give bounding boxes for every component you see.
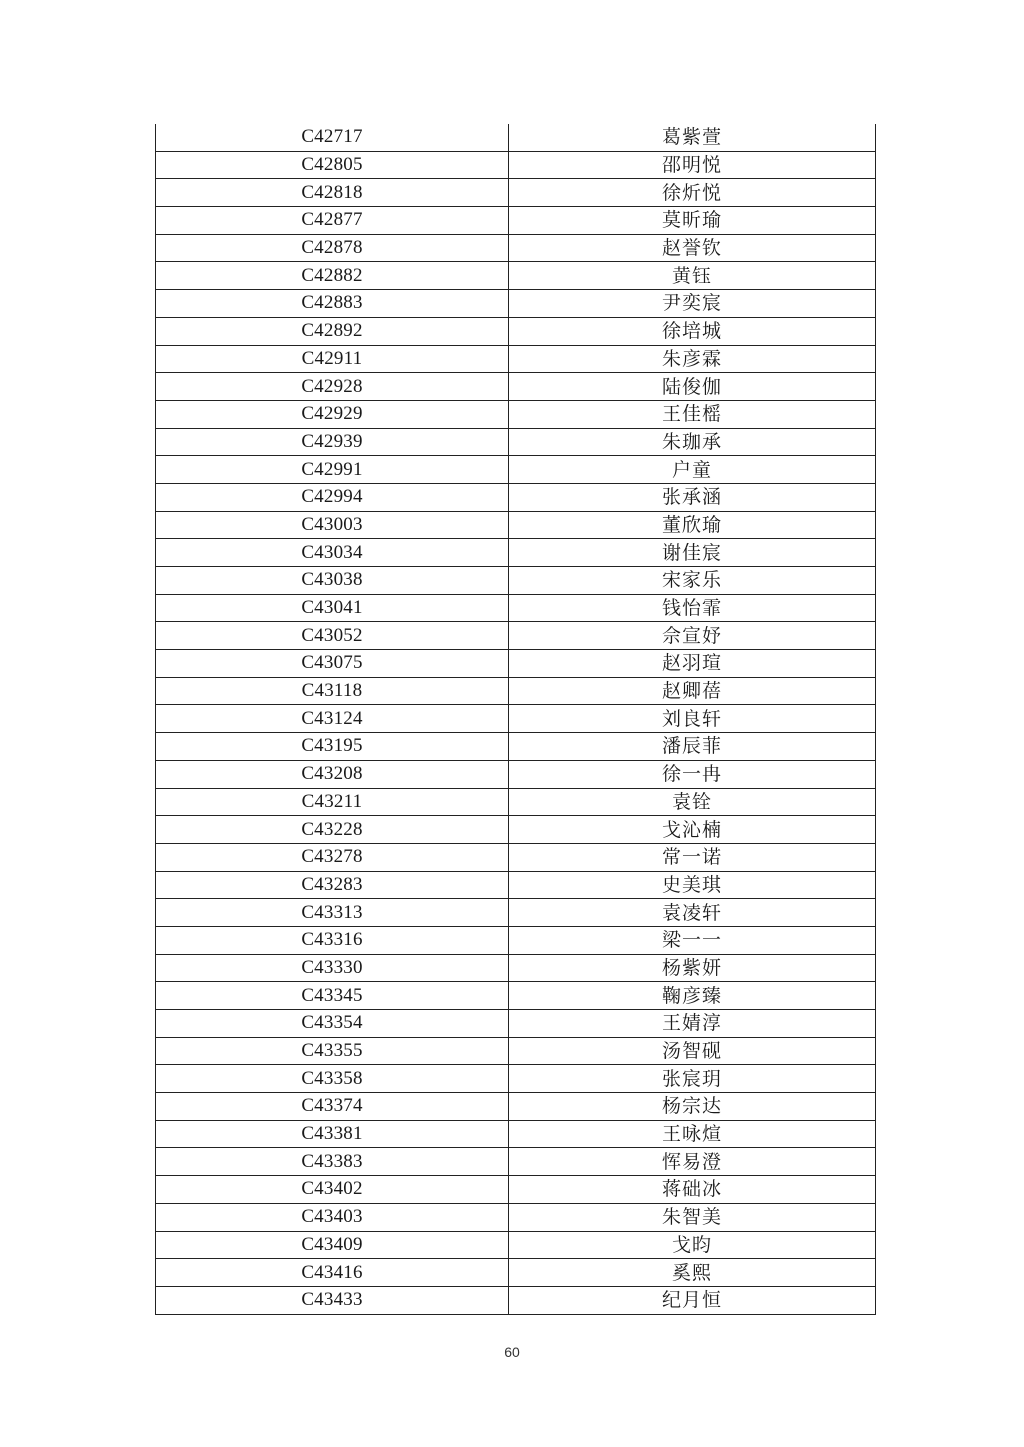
student-name-cell: 戈昀 [509,1231,876,1259]
student-id-cell: C43381 [156,1120,509,1148]
student-name-cell: 陆俊伽 [509,373,876,401]
student-name-cell: 户童 [509,456,876,484]
table-row [156,926,876,954]
student-name-cell: 朱珈承 [509,428,876,456]
student-name-cell: 赵卿蓓 [509,677,876,705]
student-name-cell: 徐培城 [509,317,876,345]
student-name-cell: 钱怡霏 [509,594,876,622]
student-name-cell: 董欣瑜 [509,511,876,539]
table-row [156,1037,876,1065]
table-row [156,1176,876,1204]
roster-table [155,124,876,1315]
table-row [156,567,876,595]
page-number: 60 [504,1344,520,1360]
table-row [156,899,876,927]
student-name-cell: 蒋础冰 [509,1176,876,1204]
student-id-cell: C43003 [156,511,509,539]
student-id-cell: C43124 [156,705,509,733]
table-row [156,539,876,567]
student-id-cell: C42929 [156,400,509,428]
student-id-cell: C43330 [156,954,509,982]
student-name-cell: 佘宣妤 [509,622,876,650]
student-name-cell: 梁一一 [509,926,876,954]
table-row [156,179,876,207]
table-row [156,733,876,761]
student-name-cell: 袁凌轩 [509,899,876,927]
table-row [156,594,876,622]
student-name-cell: 莫昕瑜 [509,207,876,235]
table-row [156,1148,876,1176]
table-row [156,677,876,705]
table-row [156,622,876,650]
table-row [156,317,876,345]
student-id-cell: C42928 [156,373,509,401]
table-row [156,290,876,318]
student-id-cell: C43374 [156,1093,509,1121]
table-row [156,954,876,982]
student-id-cell: C43034 [156,539,509,567]
student-id-cell: C43355 [156,1037,509,1065]
student-id-cell: C43208 [156,760,509,788]
table-row [156,1259,876,1287]
student-id-cell: C43313 [156,899,509,927]
student-id-cell: C43383 [156,1148,509,1176]
student-id-cell: C42911 [156,345,509,373]
student-name-cell: 纪月恒 [509,1286,876,1314]
student-id-cell: C43402 [156,1176,509,1204]
table-row [156,124,876,151]
student-id-cell: C43075 [156,650,509,678]
table-row [156,1286,876,1314]
table-row [156,1010,876,1038]
table-row [156,400,876,428]
student-id-cell: C43228 [156,816,509,844]
student-name-cell: 宋家乐 [509,567,876,595]
student-name-cell: 杨紫妍 [509,954,876,982]
student-id-cell: C42994 [156,483,509,511]
table-row [156,151,876,179]
student-name-cell: 戈沁楠 [509,816,876,844]
student-id-cell: C43283 [156,871,509,899]
student-name-cell: 王佳榣 [509,400,876,428]
student-id-cell: C43354 [156,1010,509,1038]
student-id-cell: C43433 [156,1286,509,1314]
student-id-cell: C42939 [156,428,509,456]
student-name-cell: 谢佳宸 [509,539,876,567]
student-name-cell: 徐炘悦 [509,179,876,207]
student-id-cell: C43278 [156,843,509,871]
student-id-cell: C43416 [156,1259,509,1287]
student-id-cell: C42805 [156,151,509,179]
student-name-cell: 朱彦霖 [509,345,876,373]
roster-table-body [156,124,876,1314]
student-id-cell: C43403 [156,1203,509,1231]
student-id-cell: C42717 [156,124,509,151]
student-name-cell: 赵誉钦 [509,234,876,262]
student-id-cell: C43409 [156,1231,509,1259]
table-row [156,234,876,262]
student-id-cell: C42878 [156,234,509,262]
student-name-cell: 尹奕宸 [509,290,876,318]
student-name-cell: 王咏煊 [509,1120,876,1148]
table-row [156,262,876,290]
table-row [156,650,876,678]
student-id-cell: C43316 [156,926,509,954]
table-row [156,705,876,733]
student-id-cell: C43118 [156,677,509,705]
student-name-cell: 刘良轩 [509,705,876,733]
table-row [156,207,876,235]
table-row [156,428,876,456]
table-row [156,871,876,899]
student-name-cell: 王婧淳 [509,1010,876,1038]
student-name-cell: 汤智砚 [509,1037,876,1065]
student-id-cell: C43038 [156,567,509,595]
table-row [156,1093,876,1121]
table-row [156,843,876,871]
student-name-cell: 史美琪 [509,871,876,899]
student-id-cell: C43358 [156,1065,509,1093]
student-name-cell: 常一诺 [509,843,876,871]
student-name-cell: 袁铨 [509,788,876,816]
student-id-cell: C42877 [156,207,509,235]
student-id-cell: C42818 [156,179,509,207]
table-row [156,1203,876,1231]
student-id-cell: C43211 [156,788,509,816]
student-name-cell: 邵明悦 [509,151,876,179]
student-id-cell: C42991 [156,456,509,484]
student-id-cell: C43345 [156,982,509,1010]
student-id-cell: C42892 [156,317,509,345]
student-id-cell: C42882 [156,262,509,290]
table-row [156,1065,876,1093]
table-row [156,816,876,844]
table-row [156,511,876,539]
student-name-cell: 黄钰 [509,262,876,290]
table-row [156,760,876,788]
student-name-cell: 杨宗达 [509,1093,876,1121]
student-name-cell: 张宸玥 [509,1065,876,1093]
student-name-cell: 朱智美 [509,1203,876,1231]
student-id-cell: C43195 [156,733,509,761]
student-name-cell: 奚熙 [509,1259,876,1287]
table-row [156,483,876,511]
student-id-cell: C43041 [156,594,509,622]
table-row [156,456,876,484]
table-row [156,373,876,401]
student-name-cell: 张承涵 [509,483,876,511]
table-row [156,345,876,373]
table-row [156,788,876,816]
student-name-cell: 葛紫萱 [509,124,876,151]
student-name-cell: 恽易澄 [509,1148,876,1176]
student-name-cell: 赵羽瑄 [509,650,876,678]
student-name-cell: 鞠彦臻 [509,982,876,1010]
student-name-cell: 徐一冉 [509,760,876,788]
table-row [156,982,876,1010]
student-name-cell: 潘辰菲 [509,733,876,761]
student-id-cell: C42883 [156,290,509,318]
table-row [156,1120,876,1148]
table-row [156,1231,876,1259]
student-id-cell: C43052 [156,622,509,650]
